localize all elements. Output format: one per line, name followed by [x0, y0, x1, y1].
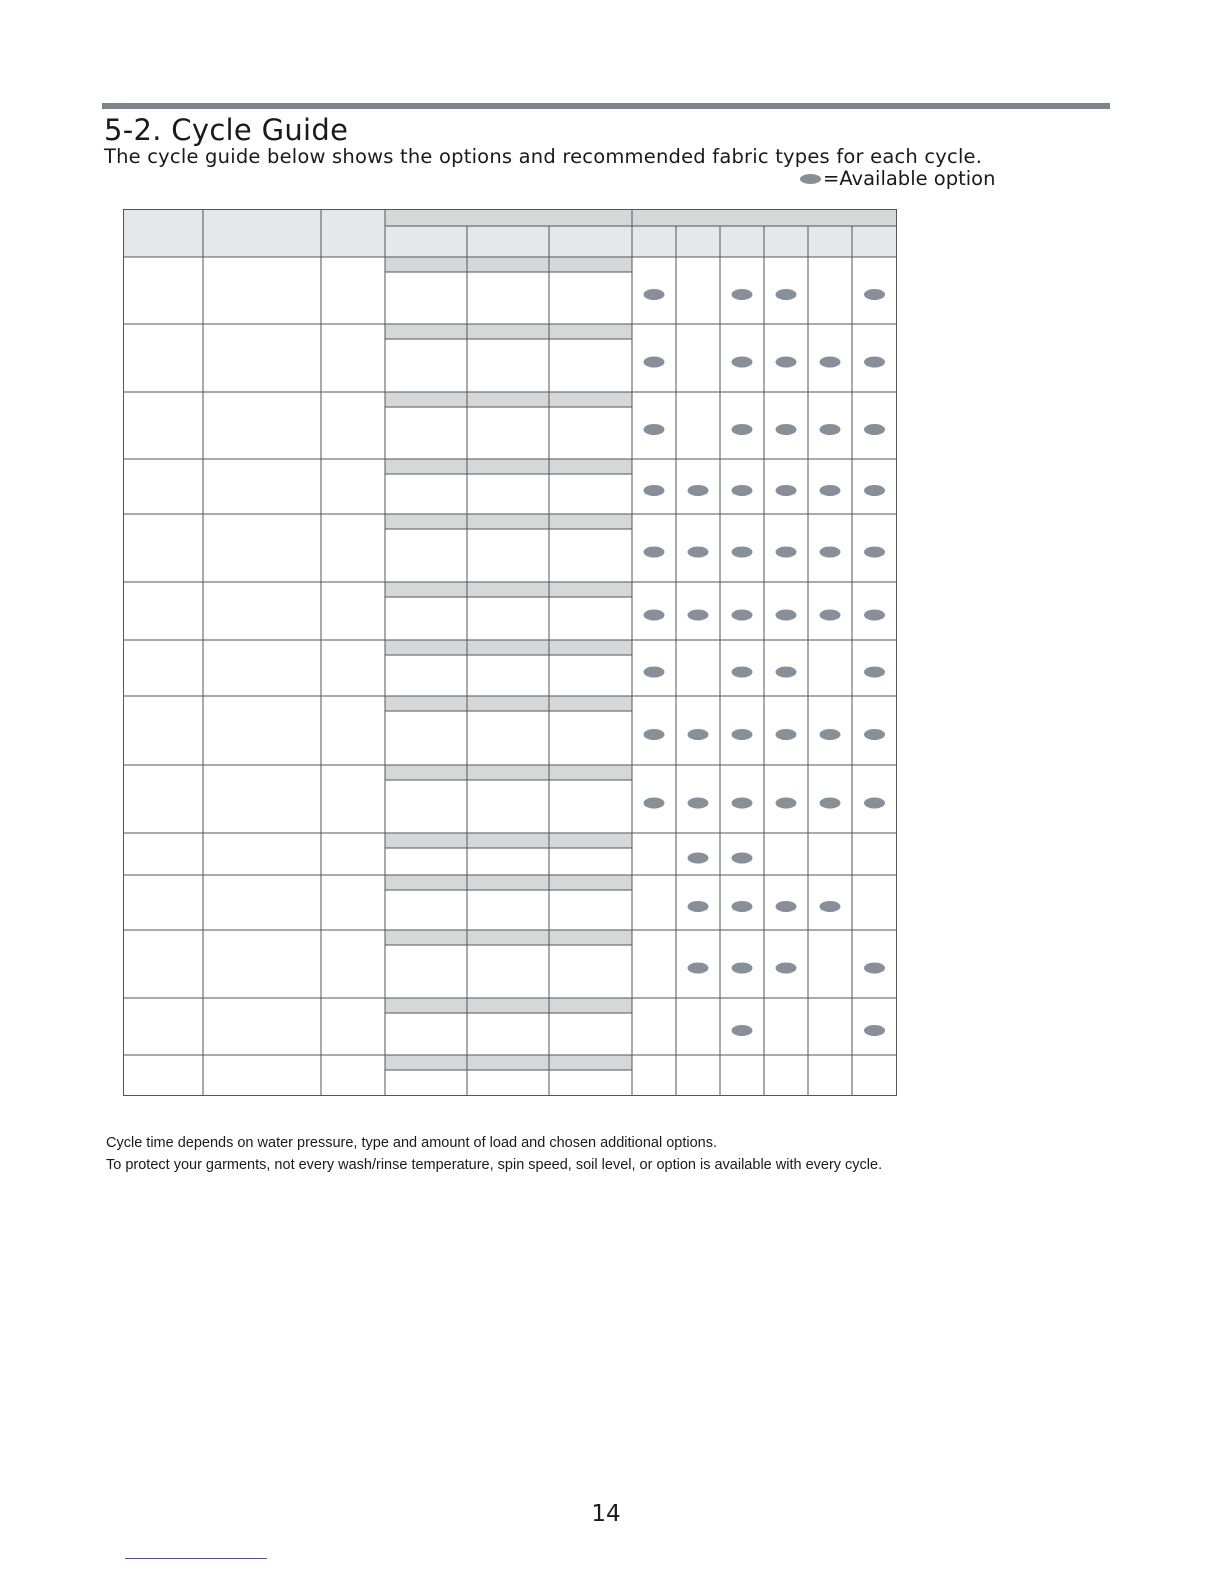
row-substrip-5	[385, 514, 632, 529]
option-marker-r1-c3	[732, 289, 753, 300]
option-marker-r7-c4	[776, 667, 797, 678]
option-marker-r10-c3	[732, 853, 753, 864]
option-marker-r4-c4	[776, 485, 797, 496]
row-substrip-2	[385, 324, 632, 339]
section-subtitle: The cycle guide below shows the options and recommended fabric types for each cycle.	[104, 145, 983, 168]
row-substrip-3	[385, 392, 632, 407]
legend	[800, 167, 995, 191]
option-marker-r6-c4	[776, 610, 797, 621]
table-group-header-fill	[385, 209, 897, 226]
option-marker-r9-c2	[688, 798, 709, 809]
option-marker-r8-c5	[820, 729, 841, 740]
option-marker-r5-c6	[864, 547, 885, 558]
page-number: 14	[591, 1501, 621, 1527]
option-marker-r7-c3	[732, 667, 753, 678]
option-marker-r13-c6	[864, 1025, 885, 1036]
option-marker-r8-c6	[864, 729, 885, 740]
option-marker-r5-c4	[776, 547, 797, 558]
row-substrip-11	[385, 875, 632, 890]
note-cycle-time: Cycle time depends on water pressure, type and amount of load and chosen additional options.	[106, 1135, 717, 1151]
option-marker-r4-c6	[864, 485, 885, 496]
filled-oval-icon	[800, 174, 821, 184]
option-marker-r1-c6	[864, 289, 885, 300]
option-marker-r8-c1	[644, 729, 665, 740]
option-marker-r13-c3	[732, 1025, 753, 1036]
option-marker-r3-c1	[644, 424, 665, 435]
option-marker-r12-c2	[688, 963, 709, 974]
option-marker-r9-c5	[820, 798, 841, 809]
option-marker-r6-c3	[732, 610, 753, 621]
option-marker-r9-c6	[864, 798, 885, 809]
option-marker-r11-c2	[688, 901, 709, 912]
legend-label: =Available option	[823, 167, 996, 190]
section-heading: 5-2. Cycle Guide	[104, 113, 349, 147]
option-marker-r2-c4	[776, 357, 797, 368]
row-substrip-10	[385, 833, 632, 848]
option-marker-r12-c4	[776, 963, 797, 974]
option-marker-r12-c3	[732, 963, 753, 974]
row-substrip-8	[385, 696, 632, 711]
notes	[106, 1132, 882, 1176]
option-marker-r4-c2	[688, 485, 709, 496]
row-substrip-9	[385, 765, 632, 780]
option-marker-r6-c2	[688, 610, 709, 621]
option-marker-r2-c1	[644, 357, 665, 368]
option-marker-r7-c1	[644, 667, 665, 678]
option-marker-r5-c1	[644, 547, 665, 558]
option-marker-r1-c1	[644, 289, 665, 300]
row-substrip-4	[385, 459, 632, 474]
footer-link-underline	[125, 1558, 267, 1559]
option-marker-r6-c5	[820, 610, 841, 621]
option-marker-r9-c3	[732, 798, 753, 809]
option-marker-r11-c3	[732, 901, 753, 912]
row-substrip-1	[385, 257, 632, 272]
option-marker-r9-c1	[644, 798, 665, 809]
row-substrip-7	[385, 640, 632, 655]
option-marker-r8-c4	[776, 729, 797, 740]
option-marker-r11-c4	[776, 901, 797, 912]
row-substrip-13	[385, 998, 632, 1013]
option-marker-r11-c5	[820, 901, 841, 912]
option-marker-r1-c4	[776, 289, 797, 300]
option-marker-r5-c3	[732, 547, 753, 558]
option-marker-r9-c4	[776, 798, 797, 809]
option-marker-r2-c5	[820, 357, 841, 368]
option-marker-r4-c5	[820, 485, 841, 496]
option-marker-r12-c6	[864, 963, 885, 974]
option-marker-r2-c6	[864, 357, 885, 368]
option-marker-r4-c1	[644, 485, 665, 496]
option-marker-r6-c6	[864, 610, 885, 621]
row-substrip-12	[385, 930, 632, 945]
option-marker-r5-c5	[820, 547, 841, 558]
option-marker-r3-c3	[732, 424, 753, 435]
option-marker-r5-c2	[688, 547, 709, 558]
row-substrip-14	[385, 1055, 632, 1070]
row-substrip-6	[385, 582, 632, 597]
option-marker-r2-c3	[732, 357, 753, 368]
top-rule	[102, 103, 1110, 109]
option-marker-r8-c2	[688, 729, 709, 740]
option-marker-r4-c3	[732, 485, 753, 496]
option-marker-r7-c6	[864, 667, 885, 678]
option-marker-r3-c6	[864, 424, 885, 435]
option-marker-r10-c2	[688, 853, 709, 864]
option-marker-r8-c3	[732, 729, 753, 740]
cycle-guide-table	[123, 209, 897, 1096]
option-marker-r6-c1	[644, 610, 665, 621]
option-marker-r3-c5	[820, 424, 841, 435]
option-marker-r3-c4	[776, 424, 797, 435]
note-garment-protection: To protect your garments, not every wash/rinse temperature, spin speed, soil level, or option is available with every cycle.	[106, 1157, 883, 1173]
